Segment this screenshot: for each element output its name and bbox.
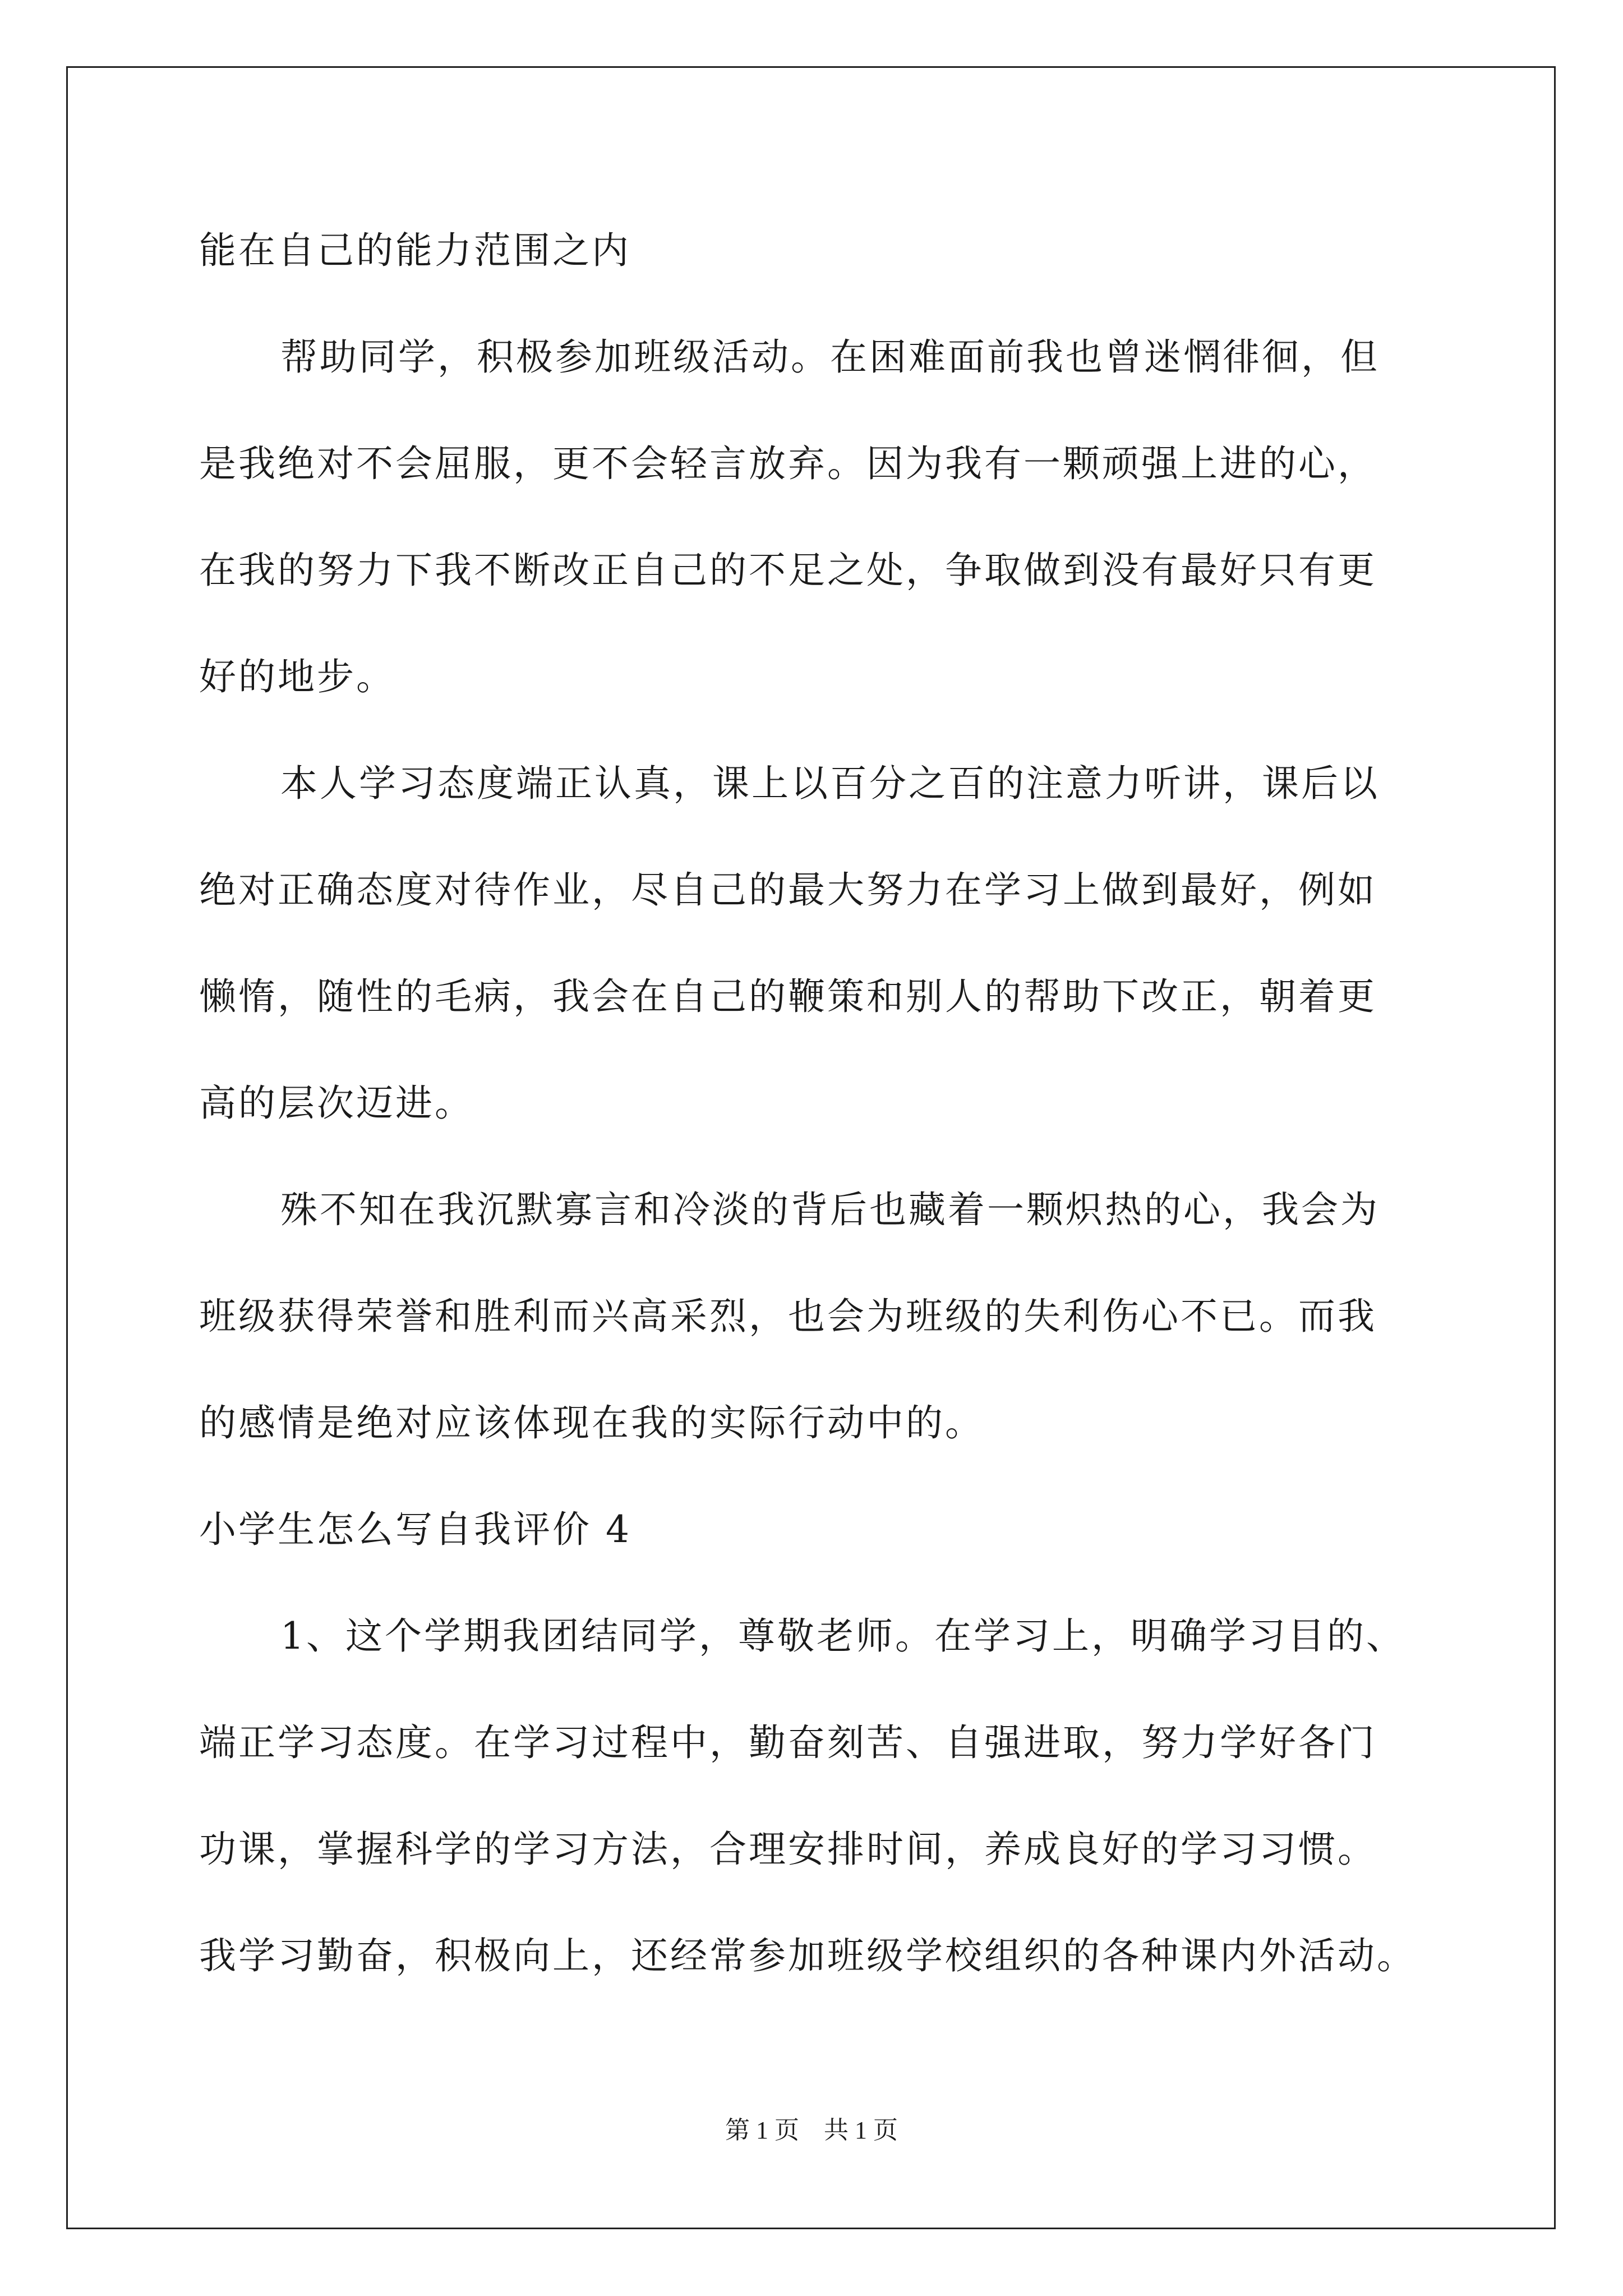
text-line: 的感情是绝对应该体现在我的实际行动中的。 [199,1401,984,1444]
text-line: 班级获得荣誉和胜利而兴高采烈，也会为班级的失利伤心不已。而我 [199,1295,1377,1338]
section-heading: 小学生怎么写自我评价 4 [199,1508,631,1551]
text-line: 在我的努力下我不断改正自己的不足之处，争取做到没有最好只有更 [199,549,1377,592]
text-line: 我学习勤奋，积极向上，还经常参加班级学校组织的各种课内外活动。 [199,1934,1416,1977]
text-line: 能在自己的能力范围之内 [199,229,631,272]
text-line: 好的地步。 [199,655,395,698]
paragraph-first-line: 殊不知在我沉默寡言和冷淡的背后也藏着一颗炽热的心，我会为 [280,1188,1380,1231]
paragraph-first-line: 1、这个学期我团结同学，尊敬老师。在学习上，明确学习目的、 [280,1614,1405,1658]
page-border [66,66,1556,2229]
text-line: 是我绝对不会屈服，更不会轻言放弃。因为我有一颗顽强上进的心， [199,442,1377,485]
text-line: 绝对正确态度对待作业，尽自己的最大努力在学习上做到最好，例如 [199,868,1377,912]
text-line: 懒惰，随性的毛病，我会在自己的鞭策和别人的帮助下改正，朝着更 [199,975,1377,1018]
page-footer: 第 1 页 共 1 页 [725,2116,898,2144]
text-line: 高的层次迈进。 [199,1082,474,1125]
text-line: 功课，掌握科学的学习方法，合理安排时间，养成良好的学习习惯。 [199,1828,1377,1871]
paragraph-first-line: 本人学习态度端正认真，课上以百分之百的注意力听讲，课后以 [280,762,1380,805]
text-line: 端正学习态度。在学习过程中，勤奋刻苦、自强进取，努力学好各门 [199,1721,1377,1764]
paragraph-first-line: 帮助同学，积极参加班级活动。在困难面前我也曾迷惘徘徊，但 [280,335,1380,379]
